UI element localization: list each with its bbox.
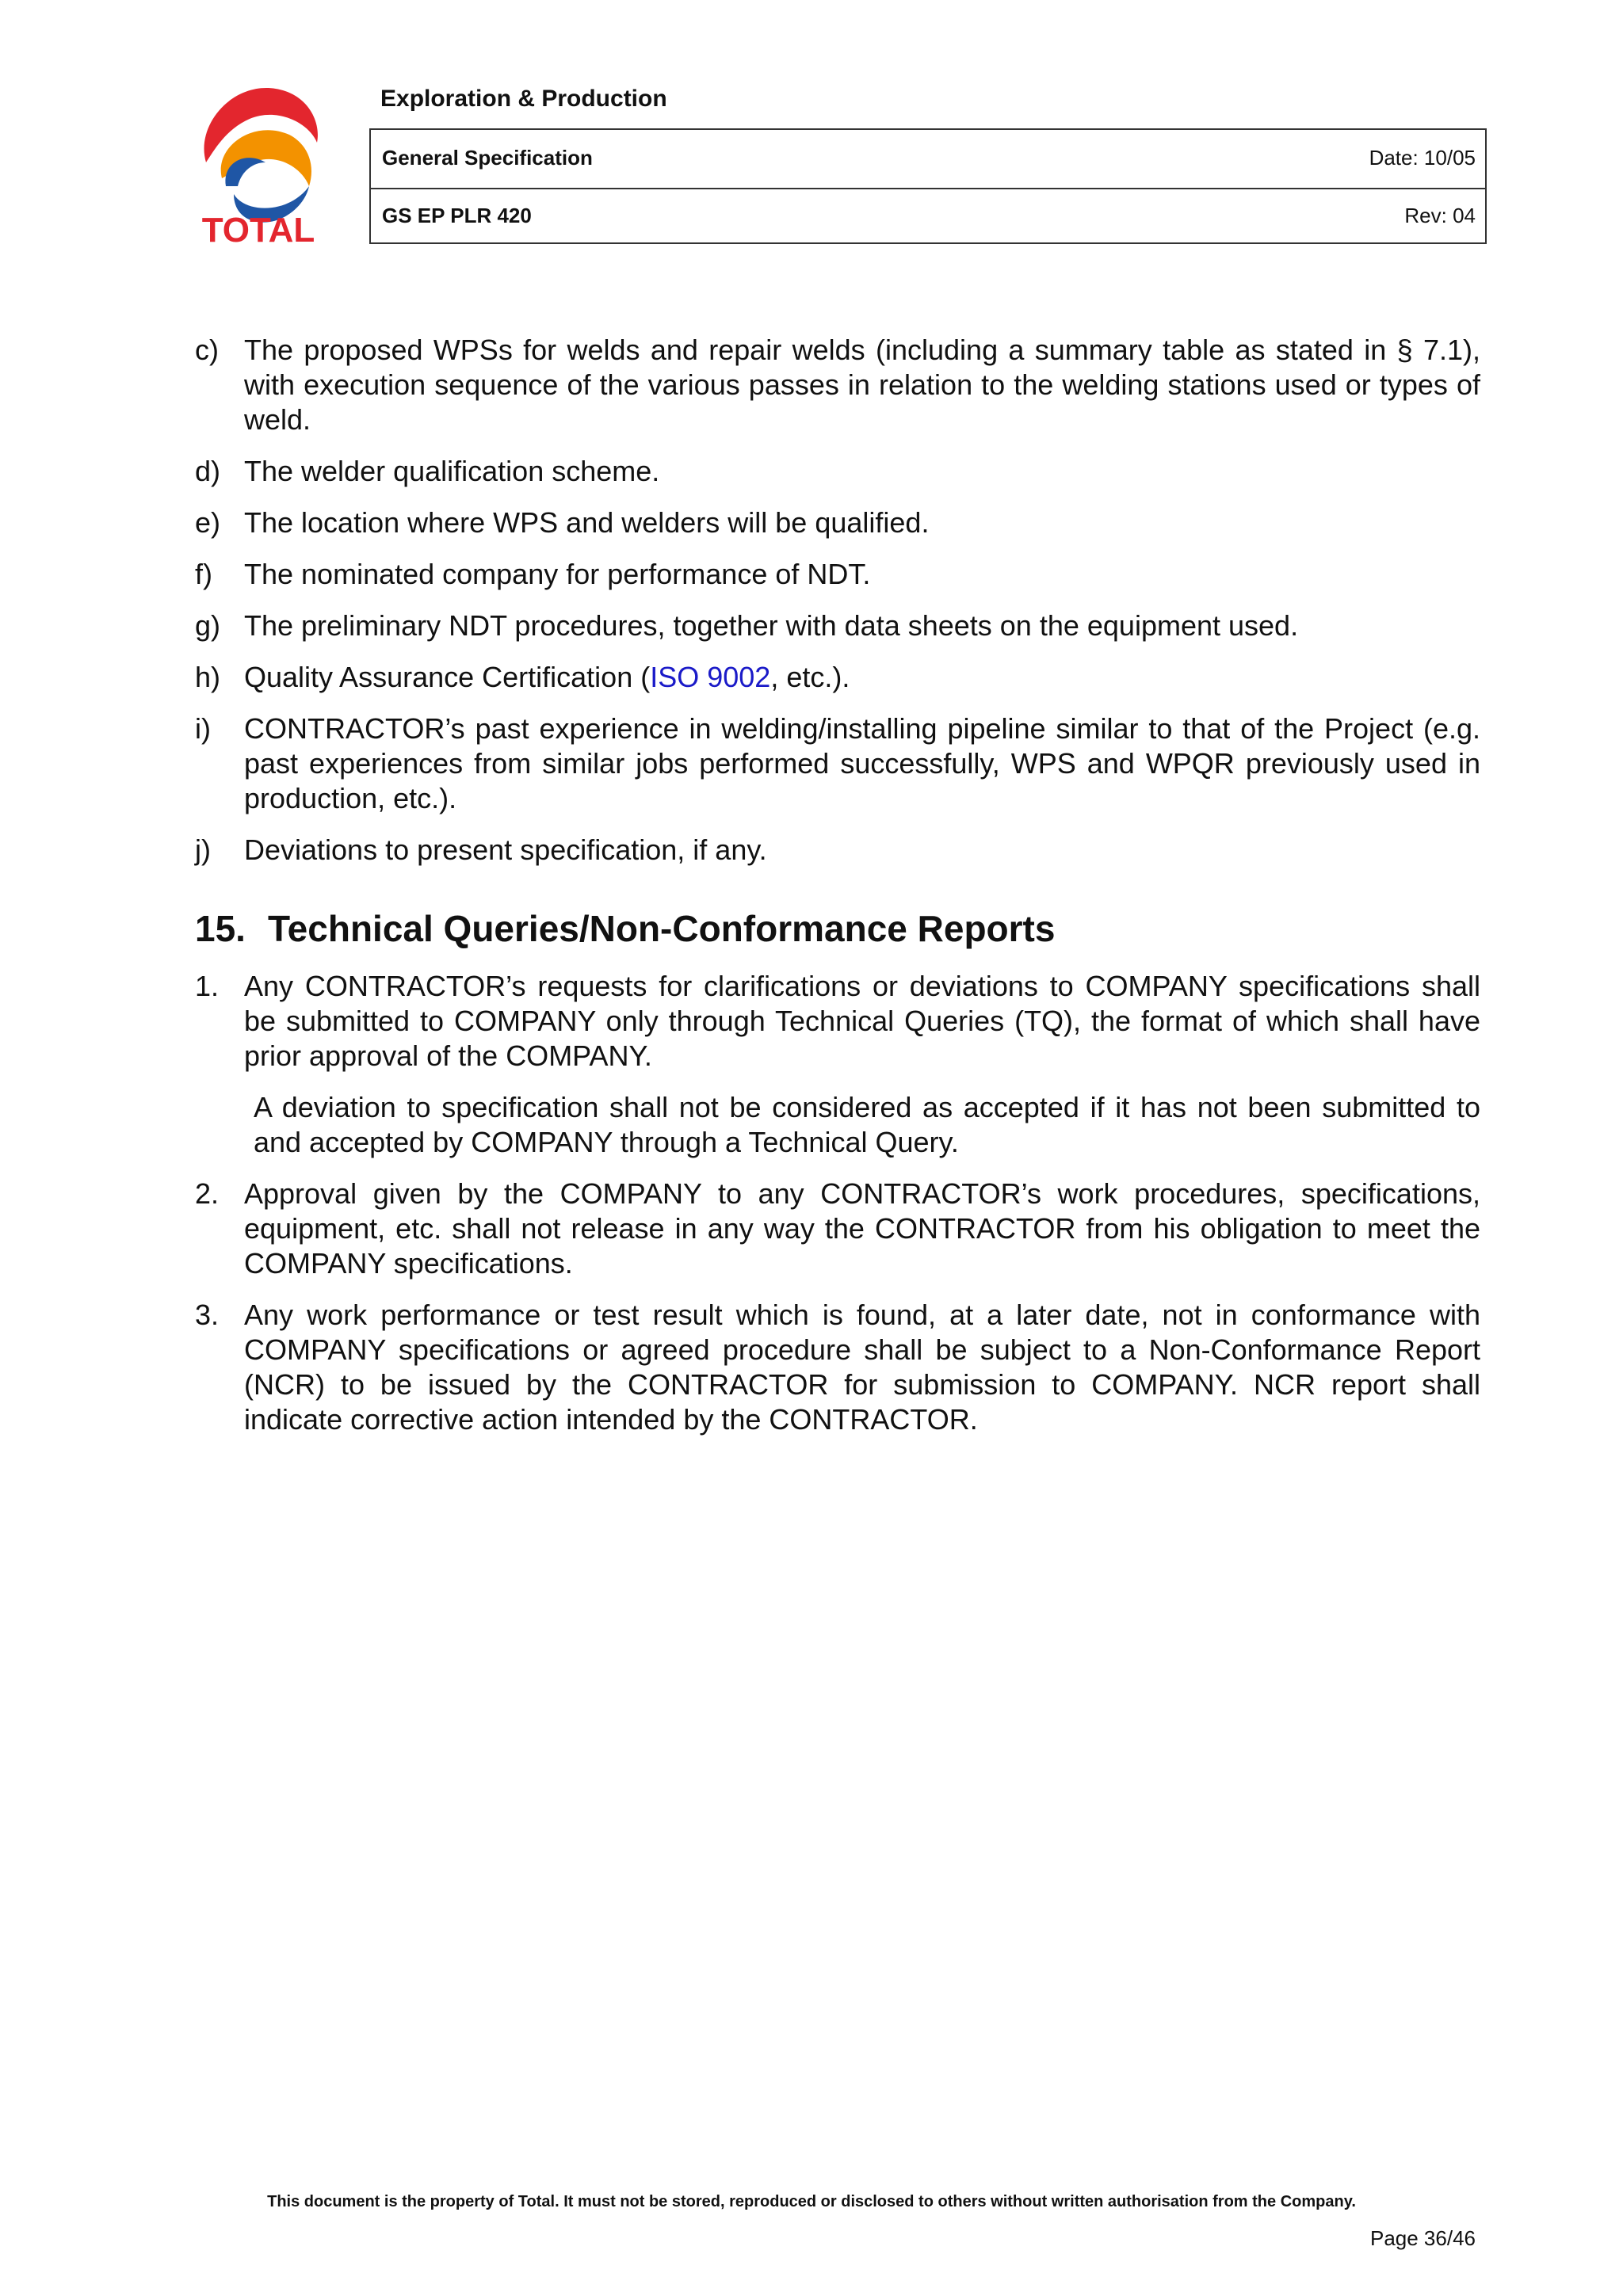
list-text: Any CONTRACTOR’s requests for clarifications or deviations to COMPANY specifications shall be submitted to COMPANY only through Technical Queries (TQ), the format of which shall have prior approval of the COMPANY. — [244, 970, 1480, 1072]
header-row-spec — [371, 130, 1485, 189]
list-label: 1. — [195, 970, 220, 1002]
list-label: e) — [195, 506, 221, 539]
section-number: 15. — [195, 908, 246, 949]
list-text: The location where WPS and welders will be qualified. — [244, 506, 930, 539]
list-text: The welder qualification scheme. — [244, 455, 660, 487]
list-item-j — [195, 833, 1480, 868]
doc-date: Date: 10/05 — [1369, 146, 1476, 170]
list-item-h — [195, 660, 1480, 695]
section-title: Technical Queries/Non-Conformance Reports — [268, 908, 1056, 949]
list-item-g — [195, 608, 1480, 643]
company-name: Exploration & Production — [380, 86, 667, 112]
list-text: CONTRACTOR’s past experience in welding/installing pipeline similar to that of the Project (e.g. past experiences from similar jobs performed successfully, WPS and WPQR previously used in production, etc.). — [244, 712, 1480, 814]
page-number: Page 36/46 — [1369, 2226, 1476, 2250]
numbered-item-3 — [195, 1298, 1480, 1437]
list-item-f — [195, 557, 1480, 592]
list-text: Any work performance or test result which is found, at a later date, not in conformance with COMPANY specifications or agreed procedure shall be subject to a Non-Conformance Report (NCR) to be issued by the CONTRACTOR for submission to COMPANY. NCR report shall indicate corrective action intended by the CONTRACTOR. — [244, 1299, 1480, 1436]
section-heading — [195, 907, 1480, 950]
list-label: i) — [195, 712, 211, 745]
list-label: h) — [195, 661, 221, 693]
doc-number: GS EP PLR 420 — [382, 204, 532, 227]
total-logo — [190, 75, 327, 246]
list-text: The preliminary NDT procedures, together with data sheets on the equipment used. — [244, 609, 1299, 642]
header-row-number — [371, 188, 1485, 246]
total-logo-icon — [190, 75, 327, 246]
list-item-c — [195, 333, 1480, 437]
list-label: f) — [195, 558, 212, 590]
list-text-before: Quality Assurance Certification ( — [244, 661, 651, 693]
logo-text: TOTAL — [201, 211, 315, 246]
numbered-item-1 — [195, 969, 1480, 1074]
doc-revision: Rev: 04 — [1404, 204, 1476, 227]
list-label: 3. — [195, 1299, 220, 1331]
list-label: c) — [195, 334, 219, 366]
list-text: Deviations to present specification, if any. — [244, 833, 767, 866]
numbered-item-2 — [195, 1177, 1480, 1281]
list-text: Approval given by the COMPANY to any CONTRACTOR’s work procedures, specifications, equipment, etc. shall not release in any way the CONTRACTOR from his obligation to meet the COMPANY specifications. — [244, 1177, 1480, 1280]
list-item-i — [195, 711, 1480, 816]
list-label: 2. — [195, 1177, 220, 1210]
doc-type: General Specification — [382, 146, 593, 170]
document-body — [195, 333, 1480, 1454]
list-text: The proposed WPSs for welds and repair welds (including a summary table as stated in § 7.1), with execution sequence of the various passes in relation to the welding stations used or types of weld. — [244, 334, 1480, 436]
property-notice: This document is the property of Total. It must not be stored, reproduced or disclosed to others without written authorisation from the Company. — [267, 2193, 1356, 2210]
list-label: j) — [195, 833, 211, 866]
list-label: d) — [195, 455, 221, 487]
list-text — [244, 660, 1480, 695]
list-item-d — [195, 454, 1480, 489]
list-item-e — [195, 505, 1480, 540]
iso-9002-link[interactable]: ISO 9002 — [650, 661, 771, 693]
list-text-after: , etc.). — [770, 661, 850, 693]
header-box — [369, 128, 1487, 244]
list-text: The nominated company for performance of NDT. — [244, 558, 871, 590]
deviation-paragraph: A deviation to specification shall not be considered as accepted if it has not been submitted to and accepted by COMPANY through a Technical Query. — [254, 1091, 1480, 1158]
list-label: g) — [195, 609, 221, 642]
